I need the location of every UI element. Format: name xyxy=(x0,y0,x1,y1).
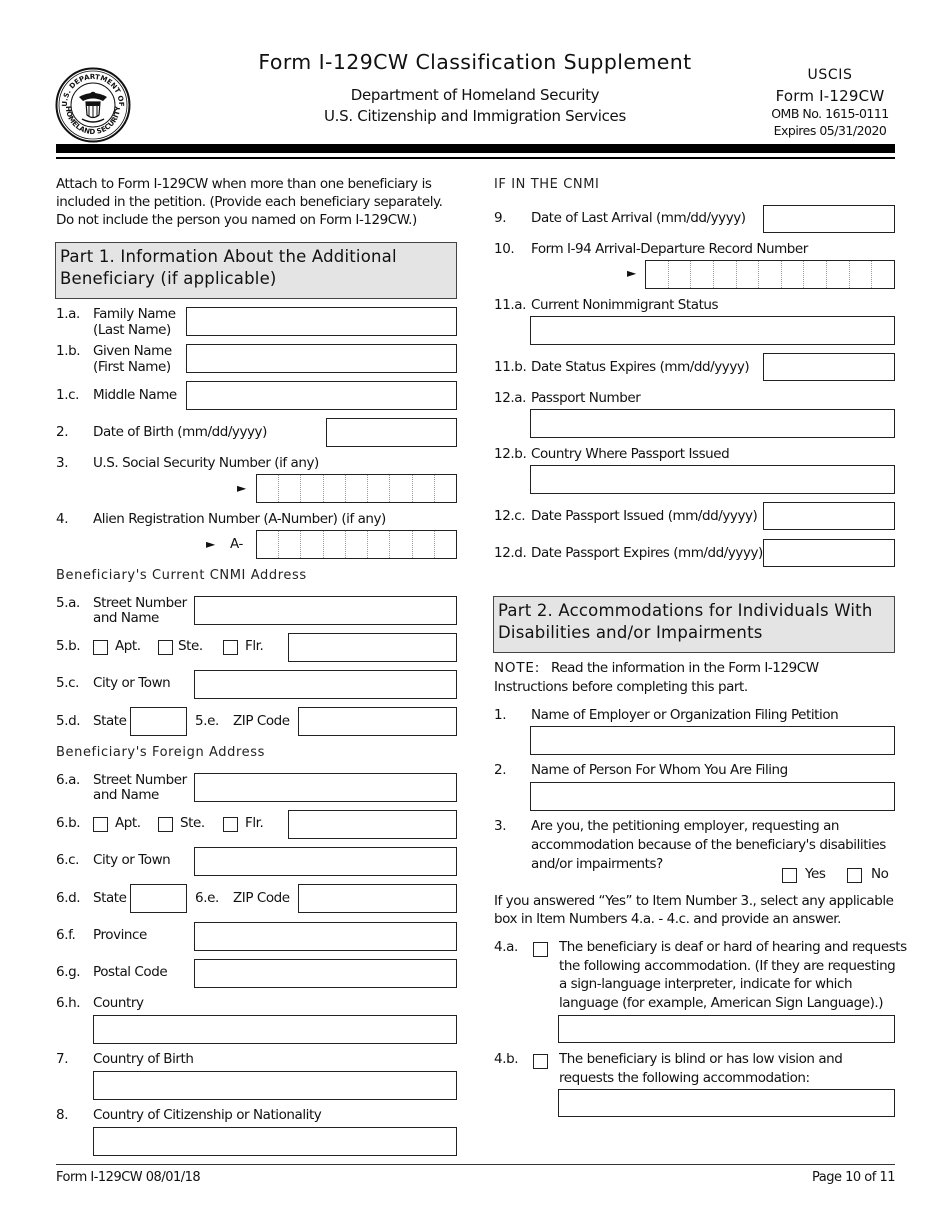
item-8-number: 8. xyxy=(56,1107,69,1123)
cnmi-street-input[interactable] xyxy=(194,596,457,625)
dob-input[interactable] xyxy=(326,418,457,447)
cnmi-unit-input[interactable] xyxy=(288,633,457,662)
foreign-flr-checkbox[interactable] xyxy=(223,817,238,832)
passport-expires-input[interactable] xyxy=(763,539,895,567)
family-name-sublabel: (Last Name) xyxy=(93,322,171,338)
header-rule-thick xyxy=(56,144,895,153)
given-name-sublabel: (First Name) xyxy=(93,359,171,375)
seal-bottom-text: HOMELAND SECURITY xyxy=(63,105,123,137)
nonimmigrant-status-input[interactable] xyxy=(530,316,895,345)
item-12a-number: 12.a. xyxy=(494,390,527,406)
foreign-street-input[interactable] xyxy=(194,773,457,802)
cnmi-apt-checkbox[interactable] xyxy=(93,640,108,655)
form-title: Form I-129CW Classification Supplement xyxy=(258,50,692,74)
item-1a-number: 1.a. xyxy=(56,306,80,322)
blind-checkbox[interactable] xyxy=(533,1054,548,1069)
item-12b-number: 12.b. xyxy=(494,446,527,462)
blind-text-line1: The beneficiary is blind or has low vision and xyxy=(559,1051,843,1067)
status-expires-input[interactable] xyxy=(763,353,895,381)
cnmi-flr-checkbox[interactable] xyxy=(223,640,238,655)
a-number-prefix: A- xyxy=(230,536,243,552)
deaf-checkbox[interactable] xyxy=(533,942,548,957)
ssn-arrow-icon: ► xyxy=(237,481,247,495)
deaf-accommodation-input[interactable] xyxy=(558,1015,895,1043)
part2-header xyxy=(493,596,895,653)
deaf-text-line1: The beneficiary is deaf or hard of hearing and requests xyxy=(559,939,907,955)
item-6f-number: 6.f. xyxy=(56,927,76,943)
department-name: Department of Homeland Security xyxy=(350,86,600,104)
deaf-text-line3: a sign-language interpreter, indicate for which xyxy=(559,976,853,992)
foreign-zip-label: ZIP Code xyxy=(233,890,290,906)
last-arrival-label: Date of Last Arrival (mm/dd/yyyy) xyxy=(531,210,746,226)
cnmi-ste-checkbox[interactable] xyxy=(158,640,173,655)
footer-page-number: Page 10 of 11 xyxy=(812,1170,895,1185)
i94-input[interactable] xyxy=(645,260,895,289)
country-of-birth-label: Country of Birth xyxy=(93,1051,194,1067)
foreign-city-input[interactable] xyxy=(194,847,457,876)
note-line-2: Instructions before completing this part. xyxy=(494,679,748,695)
part2-title-line1: Part 2. Accommodations for Individuals With xyxy=(498,601,873,620)
cnmi-city-label: City or Town xyxy=(93,675,171,691)
item-12c-number: 12.c. xyxy=(494,508,526,524)
ssn-label: U.S. Social Security Number (if any) xyxy=(93,455,319,471)
passport-country-label: Country Where Passport Issued xyxy=(531,446,730,462)
item-6b-number: 6.b. xyxy=(56,815,81,831)
item-9-number: 9. xyxy=(494,210,507,226)
if-yes-instruction-line1: If you answered “Yes” to Item Number 3., select any applicable xyxy=(494,893,894,909)
given-name-label: Given Name xyxy=(93,343,172,359)
foreign-street-sublabel: and Name xyxy=(93,787,159,803)
foreign-zip-input[interactable] xyxy=(298,884,457,913)
item-6e-number: 6.e. xyxy=(195,890,219,906)
a-number-input[interactable] xyxy=(256,530,457,559)
cnmi-apt-label: Apt. xyxy=(115,638,141,654)
intro-line-3: Do not include the person you named on Form I-129CW.) xyxy=(56,212,417,228)
note-line-1: Read the information in the Form I-129CW xyxy=(551,660,819,676)
intro-line-2: included in the petition. (Provide each beneficiary separately. xyxy=(56,194,443,210)
item-5e-number: 5.e. xyxy=(195,713,219,729)
accommodation-question-line3: and/or impairments? xyxy=(531,856,663,872)
foreign-street-label: Street Number xyxy=(93,772,187,788)
passport-issued-input[interactable] xyxy=(763,502,895,530)
uscis-label: USCIS xyxy=(807,67,853,83)
citizenship-input[interactable] xyxy=(93,1127,457,1156)
item-11a-number: 11.a. xyxy=(494,297,527,313)
deaf-text-line4: language (for example, American Sign Language).) xyxy=(559,995,884,1011)
passport-issued-label: Date Passport Issued (mm/dd/yyyy) xyxy=(531,508,758,524)
note-label: NOTE: xyxy=(494,660,541,676)
cnmi-state-input[interactable] xyxy=(130,707,187,736)
form-number: Form I-129CW xyxy=(775,87,885,105)
a-number-label: Alien Registration Number (A-Number) (if any) xyxy=(93,511,386,527)
country-of-birth-input[interactable] xyxy=(93,1071,457,1100)
item-3-number: 3. xyxy=(56,455,69,471)
accommodation-yes-checkbox[interactable] xyxy=(782,868,797,883)
employer-name-input[interactable] xyxy=(530,726,895,755)
employer-name-label: Name of Employer or Organization Filing Petition xyxy=(531,707,839,723)
seal-top-text: U.S. DEPARTMENT OF xyxy=(60,72,126,107)
item-6c-number: 6.c. xyxy=(56,852,79,868)
middle-name-label: Middle Name xyxy=(93,387,177,403)
status-expires-label: Date Status Expires (mm/dd/yyyy) xyxy=(531,359,750,375)
passport-expires-label: Date Passport Expires (mm/dd/yyyy) xyxy=(531,545,763,561)
item-1c-number: 1.c. xyxy=(56,387,79,403)
item-1b-number: 1.b. xyxy=(56,343,81,359)
cnmi-zip-input[interactable] xyxy=(298,707,457,736)
foreign-flr-label: Flr. xyxy=(245,815,264,831)
postal-code-input[interactable] xyxy=(194,959,457,988)
family-name-label: Family Name xyxy=(93,306,176,322)
cnmi-ste-label: Ste. xyxy=(178,638,203,654)
item-6g-number: 6.g. xyxy=(56,964,81,980)
country-input[interactable] xyxy=(93,1015,457,1044)
item-2-number: 2. xyxy=(56,424,69,440)
p2-item-2-number: 2. xyxy=(494,762,507,778)
i94-arrow-icon: ► xyxy=(627,266,637,280)
item-5d-number: 5.d. xyxy=(56,713,81,729)
cnmi-flr-label: Flr. xyxy=(245,638,264,654)
item-6a-number: 6.a. xyxy=(56,772,80,788)
accommodation-question-line2: accommodation because of the beneficiary's disabilities xyxy=(531,837,886,853)
given-name-input[interactable] xyxy=(186,344,457,373)
omb-number: OMB No. 1615-0111 xyxy=(771,106,889,121)
passport-number-input[interactable] xyxy=(530,409,895,438)
footer-rule xyxy=(56,1164,895,1165)
item-12d-number: 12.d. xyxy=(494,545,527,561)
country-label: Country xyxy=(93,995,144,1011)
item-6h-number: 6.h. xyxy=(56,995,81,1011)
foreign-state-label: State xyxy=(93,890,127,906)
passport-country-input[interactable] xyxy=(530,465,895,494)
item-5b-number: 5.b. xyxy=(56,638,81,654)
a-number-arrow-icon: ► xyxy=(206,537,216,551)
item-7-number: 7. xyxy=(56,1051,69,1067)
person-name-label: Name of Person For Whom You Are Filing xyxy=(531,762,788,778)
cnmi-zip-label: ZIP Code xyxy=(233,713,290,729)
accommodation-no-label: No xyxy=(871,866,889,882)
foreign-state-input[interactable] xyxy=(130,884,187,913)
cnmi-city-input[interactable] xyxy=(194,670,457,699)
if-yes-instruction-line2: box in Item Numbers 4.a. - 4.c. and provide an answer. xyxy=(494,911,841,927)
foreign-unit-input[interactable] xyxy=(288,810,457,839)
item-4-number: 4. xyxy=(56,511,69,527)
part1-title-line1: Part 1. Information About the Additional xyxy=(60,247,397,266)
foreign-ste-checkbox[interactable] xyxy=(158,817,173,832)
i94-label: Form I-94 Arrival-Departure Record Number xyxy=(531,241,808,257)
province-input[interactable] xyxy=(194,922,457,951)
cnmi-address-heading: Beneficiary's Current CNMI Address xyxy=(56,568,307,583)
p2-item-1-number: 1. xyxy=(494,707,507,723)
intro-line-1: Attach to Form I-129CW when more than one beneficiary is xyxy=(56,176,432,192)
blind-accommodation-input[interactable] xyxy=(558,1089,895,1117)
header-rule-thin xyxy=(56,157,895,159)
cnmi-street-sublabel: and Name xyxy=(93,610,159,626)
item-6d-number: 6.d. xyxy=(56,890,81,906)
item-5c-number: 5.c. xyxy=(56,675,79,691)
item-10-number: 10. xyxy=(494,241,515,257)
nonimmigrant-status-label: Current Nonimmigrant Status xyxy=(531,297,719,313)
dob-label: Date of Birth (mm/dd/yyyy) xyxy=(93,424,267,440)
accommodation-question-line1: Are you, the petitioning employer, requesting an xyxy=(531,818,840,834)
item-5a-number: 5.a. xyxy=(56,595,80,611)
p2-item-4b-number: 4.b. xyxy=(494,1051,519,1067)
passport-number-label: Passport Number xyxy=(531,390,641,406)
expiration-date: Expires 05/31/2020 xyxy=(773,123,887,138)
item-11b-number: 11.b. xyxy=(494,359,527,375)
dhs-seal xyxy=(55,67,131,143)
family-name-input[interactable] xyxy=(186,307,457,336)
foreign-city-label: City or Town xyxy=(93,852,171,868)
part1-header xyxy=(55,242,457,299)
p2-item-3-number: 3. xyxy=(494,818,507,834)
if-in-cnmi-heading: IF IN THE CNMI xyxy=(494,177,600,192)
part1-title-line2: Beneficiary (if applicable) xyxy=(60,269,277,288)
foreign-apt-label: Apt. xyxy=(115,815,141,831)
person-name-input[interactable] xyxy=(530,782,895,811)
deaf-text-line2: the following accommodation. (If they are requesting xyxy=(559,958,896,974)
middle-name-input[interactable] xyxy=(186,381,457,410)
accommodation-no-checkbox[interactable] xyxy=(847,868,862,883)
last-arrival-input[interactable] xyxy=(763,205,895,233)
blind-text-line2: requests the following accommodation: xyxy=(559,1070,810,1086)
cnmi-street-label: Street Number xyxy=(93,595,187,611)
cnmi-state-label: State xyxy=(93,713,127,729)
accommodation-yes-label: Yes xyxy=(805,866,826,882)
part2-title-line2: Disabilities and/or Impairments xyxy=(498,623,763,642)
province-label: Province xyxy=(93,927,147,943)
agency-name: U.S. Citizenship and Immigration Services xyxy=(323,107,627,125)
citizenship-label: Country of Citizenship or Nationality xyxy=(93,1107,322,1123)
p2-item-4a-number: 4.a. xyxy=(494,939,518,955)
foreign-address-heading: Beneficiary's Foreign Address xyxy=(56,745,266,760)
footer-form-edition: Form I-129CW 08/01/18 xyxy=(56,1170,201,1185)
postal-code-label: Postal Code xyxy=(93,964,168,980)
foreign-apt-checkbox[interactable] xyxy=(93,817,108,832)
foreign-ste-label: Ste. xyxy=(180,815,205,831)
ssn-input[interactable] xyxy=(256,474,457,503)
